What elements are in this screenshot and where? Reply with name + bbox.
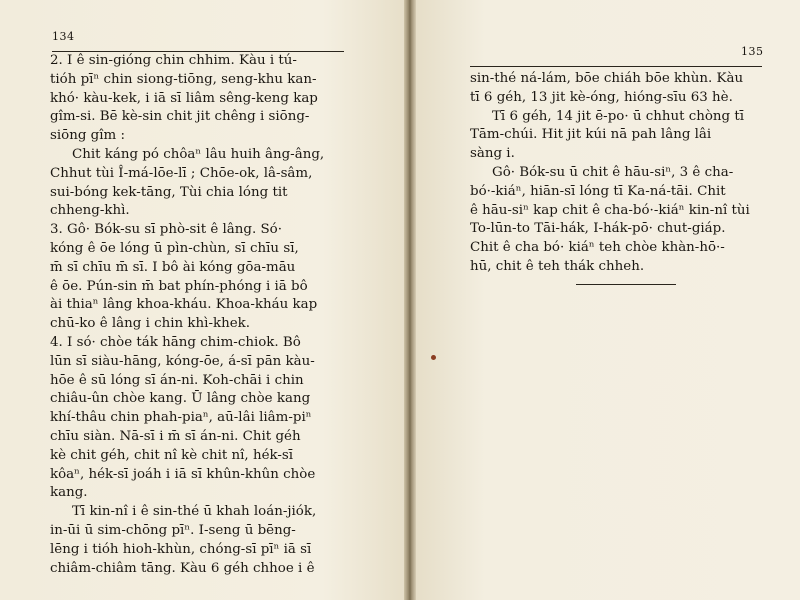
text-line: m̄ sī chīu m̄ sī. I bô ài kóng gōa-māu (50, 259, 296, 275)
right-page-number: 135 (741, 45, 764, 58)
text-line: Tī 6 géh, 14 jit ē-po· ū chhut chòng tī (492, 108, 745, 124)
text-line: kè chit géh, chit nî kè chit nî, hék-sī (50, 447, 294, 463)
text-line: tióh pīⁿ chin siong-tiōng, seng-khu kan- (50, 71, 317, 87)
text-line: sàng i. (470, 146, 515, 162)
text-line: khó· kàu-kek, i iā sī liâm sêng-keng kap (50, 90, 318, 106)
text-line: tī 6 géh, 13 jit kè-óng, hióng-sīu 63 hè. (470, 89, 733, 105)
text-line: 4. I só· chòe ták hāng chim-chiok. Bô (50, 334, 301, 350)
text-line: Chit ê cha bó· kiáⁿ teh chòe khàn-hō·- (470, 240, 725, 256)
text-line: kóng ê ōe lóng ū pìn-chùn, sī chīu sī, (50, 240, 299, 256)
text-line: Chit káng pó chôaⁿ lâu huih âng-âng, (72, 146, 325, 162)
text-line: Tām-chúi. Hit jit kúi nā pah lâng lâi (470, 127, 712, 143)
text-line: chheng-khì. (50, 203, 130, 219)
text-line: hū, chit ê teh thák chheh. (470, 258, 645, 274)
section-end-rule (576, 284, 676, 285)
book-gutter (404, 0, 416, 600)
text-line: lūn sī siàu-hāng, kóng-ōe, á-sī pān kàu- (50, 353, 315, 369)
text-line: kang. (50, 485, 88, 501)
text-line: kôaⁿ, hék-sī joáh i iā sī khûn-khûn chòe (50, 466, 316, 482)
text-line: bó·-kiáⁿ, hiān-sī lóng tī Ka-ná-tāi. Chit (470, 183, 726, 199)
text-line: 2. I ê sin-gióng chin chhim. Kàu i tú- (50, 53, 297, 68)
text-line: chiâm-chiâm tāng. Kàu 6 géh chhoe i ê (50, 560, 315, 576)
right-text-block (470, 70, 766, 277)
text-line: ê hāu-siⁿ kap chit ê cha-bó·-kiáⁿ kin-nî tùi (470, 202, 750, 218)
left-text-block (50, 52, 350, 578)
text-line: khí-thâu chin phah-piaⁿ, aū-lâi liâm-piⁿ (50, 410, 312, 426)
text-line: chiâu-ûn chòe kang. Ū lâng chòe kang (50, 391, 311, 407)
text-line: gîm-si. Bē kè-sin chit jit chêng i siōng- (50, 109, 310, 125)
text-line: chū-ko ê lâng i chin khì-khek. (50, 316, 251, 332)
text-line: 3. Gô· Bók-su sī phò-sit ê lâng. Só· (50, 222, 282, 238)
text-line: hōe ê sū lóng sī án-ni. Koh-chāi i chin (50, 372, 304, 388)
text-line: ài thiaⁿ lâng khoa-kháu. Khoa-kháu kap (50, 297, 318, 313)
text-line: sin-thé ná-lám, bōe chiáh bōe khùn. Kàu (470, 71, 744, 86)
text-line: siōng gîm : (50, 128, 125, 144)
text-line: Chhut tùi Î-má-lōe-lī ; Chōe-ok, lâ-sâm, (50, 165, 313, 181)
text-line: in-ūi ū sim-chōng pīⁿ. I-seng ū bēng- (50, 522, 296, 538)
text-line: To-lūn-to Tāi-hák, I-hák-pō· chut-giáp. (470, 221, 726, 237)
text-line: sui-bóng kek-tāng, Tùi chia lóng tit (50, 184, 288, 200)
text-line: lēng i tióh hioh-khùn, chóng-sī pīⁿ iā sī (50, 541, 312, 557)
text-line: chīu siàn. Nā-sī i m̄ sī án-ni. Chit géh (50, 428, 301, 444)
text-line: Gô· Bók-su ū chit ê hāu-siⁿ, 3 ê cha- (492, 164, 734, 180)
text-line: ê ōe. Pún-sin m̄ bat phín-phóng i iā bô (50, 278, 308, 294)
right-header-rule (470, 66, 762, 67)
ink-spot (431, 355, 436, 360)
left-page-number: 134 (52, 30, 75, 43)
text-line: Tī kin-nî i ê sin-thé ū khah loán-jiók, (72, 504, 317, 520)
